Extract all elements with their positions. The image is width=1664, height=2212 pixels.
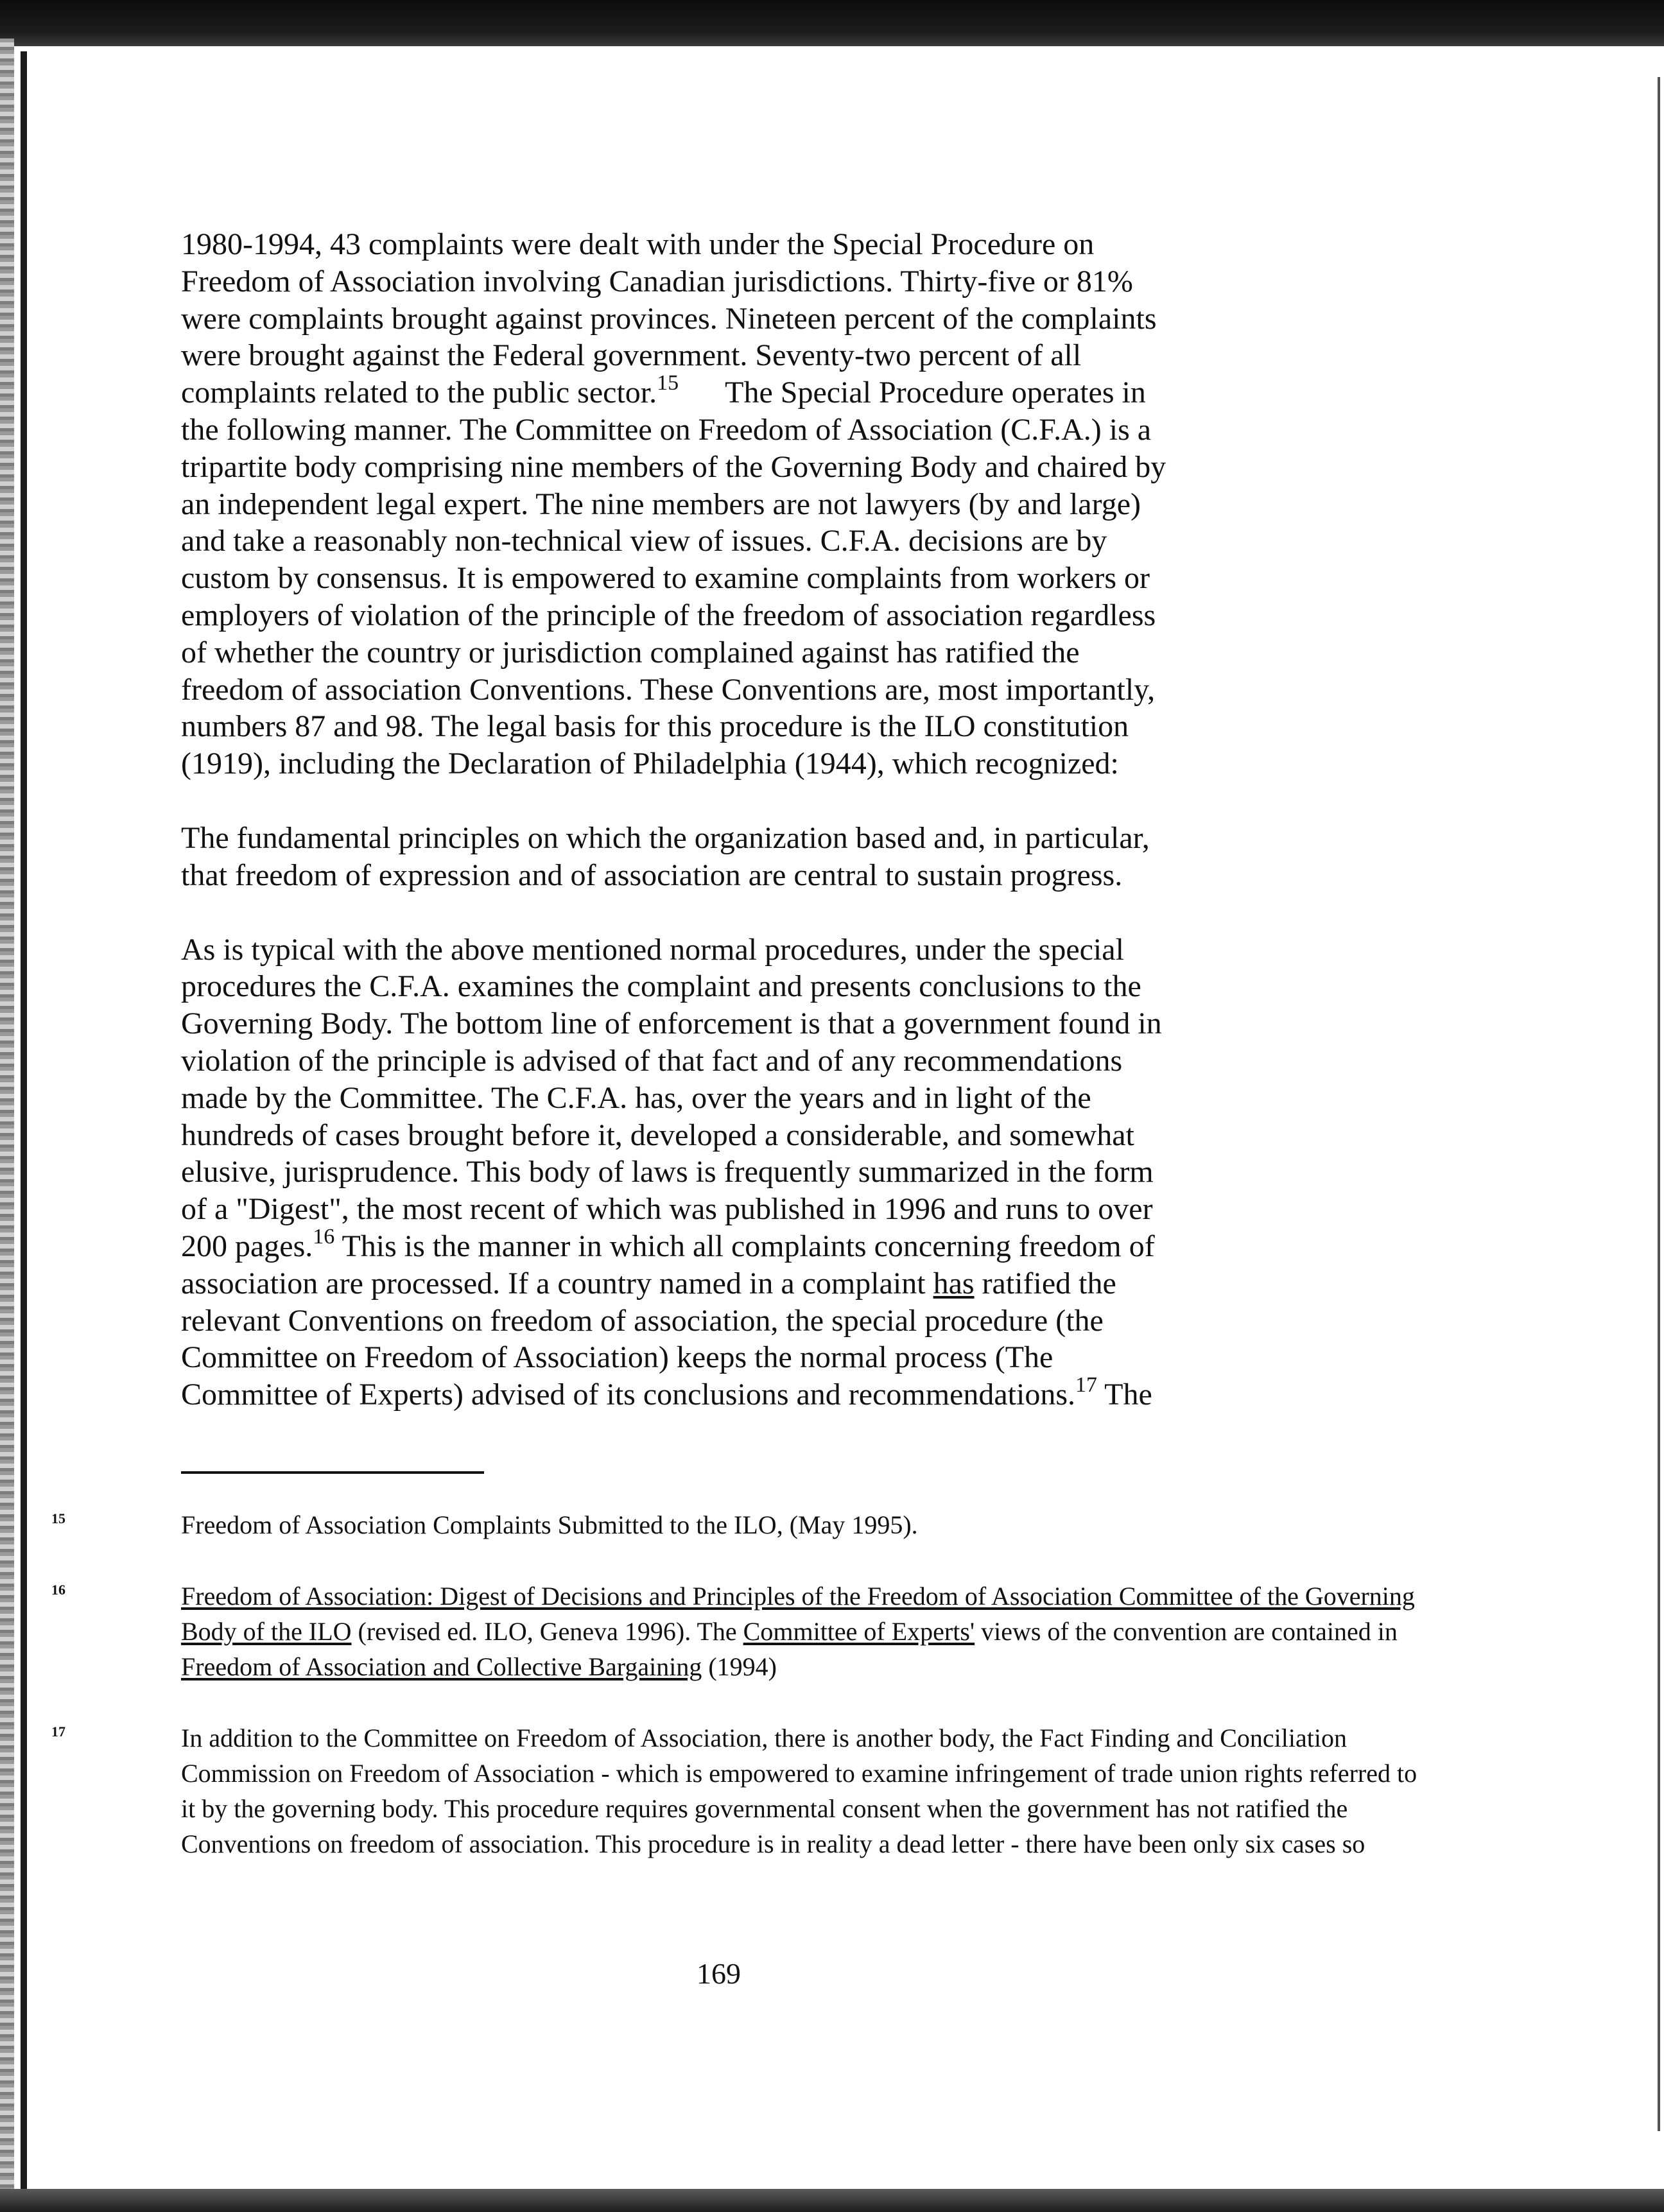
cited-committee: Committee of Experts' [743, 1617, 975, 1646]
text-line: hundreds of cases brought before it, developed a considerable, and somewhat [181, 1118, 1134, 1152]
text-segment: ratified the [982, 1266, 1116, 1300]
text-line: of a "Digest", the most recent of which was published in 1996 and runs to over [181, 1192, 1153, 1227]
cited-title: Freedom of Association: Digest of Decisions and Principles of the Freedom of Association Committee of the Governing Body of the ILO [181, 1582, 1415, 1646]
text-line [181, 1265, 1452, 1302]
text-line: (1919), including the Declaration of Philadelphia (1944), which recognized: [181, 747, 1119, 781]
text-line: that freedom of expression and of association are central to sustain progress. [181, 858, 1123, 892]
text-line: were brought against the Federal government. Seventy-two percent of all [181, 338, 1082, 373]
underlined-word: has [933, 1266, 975, 1300]
text-segment: This is the manner in which all complaints concerning freedom of [342, 1229, 1155, 1263]
text-line: As is typical with the above mentioned normal procedures, under the special [181, 932, 1124, 967]
scan-right-edge [1658, 77, 1660, 2131]
text-segment: Committee of Experts) advised of its conclusions and recommendations. [181, 1378, 1076, 1412]
text-line: Freedom of Association involving Canadian jurisdictions. Thirty-five or 81% [181, 264, 1133, 298]
paragraph-1 [181, 226, 1452, 782]
text-line: freedom of association Conventions. These Conventions are, most importantly, [181, 672, 1156, 707]
text-line: 1980-1994, 43 complaints were dealt with under the Special Procedure on [181, 227, 1095, 261]
footnote-17 [51, 1720, 1419, 1862]
quoted-declaration [181, 820, 1452, 894]
text-line: made by the Committee. The C.F.A. has, over the years and in light of the [181, 1080, 1091, 1115]
text-line [181, 1224, 1452, 1265]
text-line: employers of violation of the principle of the freedom of association regardless [181, 598, 1156, 632]
footnote-text [181, 1578, 1419, 1684]
cited-book: Freedom of Association and Collective Bargaining [181, 1652, 702, 1681]
text-line: of whether the country or jurisdiction complained against has ratified the [181, 635, 1080, 670]
scan-top-border [0, 0, 1664, 46]
scan-bottom-border [0, 2189, 1664, 2212]
footnote-15 [51, 1507, 1419, 1542]
text-line: relevant Conventions on freedom of association, the special procedure (the [181, 1303, 1104, 1338]
footnote-text: In addition to the Committee on Freedom of Association, there is another body, the Fact Finding and Conciliation Commission on Freedom of Association - which is empowered to examine infringement of trade union rights referred to it by the governing body. This procedure requires governmental consent when the government has not ratified the Conventions on freedom of association. This procedure is in reality a dead letter - there have been only six cases so [181, 1724, 1417, 1858]
text-line: numbers 87 and 98. The legal basis for this procedure is the ILO constitution [181, 709, 1129, 744]
footnote-16 [51, 1578, 1419, 1684]
text-segment: (revised ed. ILO, Geneva 1996). The [351, 1617, 743, 1646]
text-segment: views of the convention are contained in [975, 1617, 1398, 1646]
text-line: Committee on Freedom of Association) keeps the normal process (The [181, 1340, 1053, 1375]
text-segment: (1994) [702, 1652, 777, 1681]
text-line: tripartite body comprising nine members of the Governing Body and chaired by [181, 449, 1166, 484]
text-segment: The [1104, 1378, 1152, 1412]
footnote-ref-15: 15 [657, 371, 679, 395]
footnote-number: 16 [51, 1582, 65, 1598]
paragraph-2 [181, 931, 1452, 1413]
text-line: violation of the principle is advised of that fact and of any recommendations [181, 1043, 1123, 1078]
text-line: were complaints brought against provinces. Nineteen percent of the complaints [181, 301, 1157, 336]
text-line: an independent legal expert. The nine members are not lawyers (by and large) [181, 487, 1141, 521]
text-line: custom by consensus. It is empowered to examine complaints from workers or [181, 561, 1150, 596]
footnotes [51, 1507, 1419, 1897]
text-line: and take a reasonably non-technical view of issues. C.F.A. decisions are by [181, 524, 1107, 558]
text-line: The fundamental principles on which the organization based and, in particular, [181, 820, 1150, 855]
text-line: Governing Body. The bottom line of enforcement is that a government found in [181, 1007, 1162, 1041]
scan-left-edge [0, 39, 14, 2212]
text-line [181, 371, 1452, 411]
text-segment: association are processed. If a country named in a complaint [181, 1266, 926, 1300]
text-segment: complaints related to the public sector. [181, 376, 657, 410]
text-line: elusive, jurisprudence. This body of laws is frequently summarized in the form [181, 1155, 1154, 1189]
text-line: procedures the C.F.A. examines the complaint and presents conclusions to the [181, 969, 1141, 1004]
text-line [181, 1373, 1452, 1413]
page-number: 169 [697, 1957, 741, 1990]
footnote-number: 17 [51, 1724, 65, 1740]
footnote-number: 15 [51, 1510, 65, 1526]
footnote-text: Freedom of Association Complaints Submitted to the ILO, (May 1995). [181, 1510, 918, 1539]
footnote-ref-17: 17 [1075, 1373, 1098, 1397]
footnote-separator [181, 1471, 484, 1474]
scan-binding-line [21, 51, 27, 2195]
main-text [181, 226, 1452, 1413]
text-line: the following manner. The Committee on Freedom of Association (C.F.A.) is a [181, 412, 1152, 447]
text-segment: 200 pages. [181, 1229, 313, 1263]
text-segment: The Special Procedure operates in [725, 376, 1146, 410]
footnote-ref-16: 16 [313, 1224, 335, 1249]
